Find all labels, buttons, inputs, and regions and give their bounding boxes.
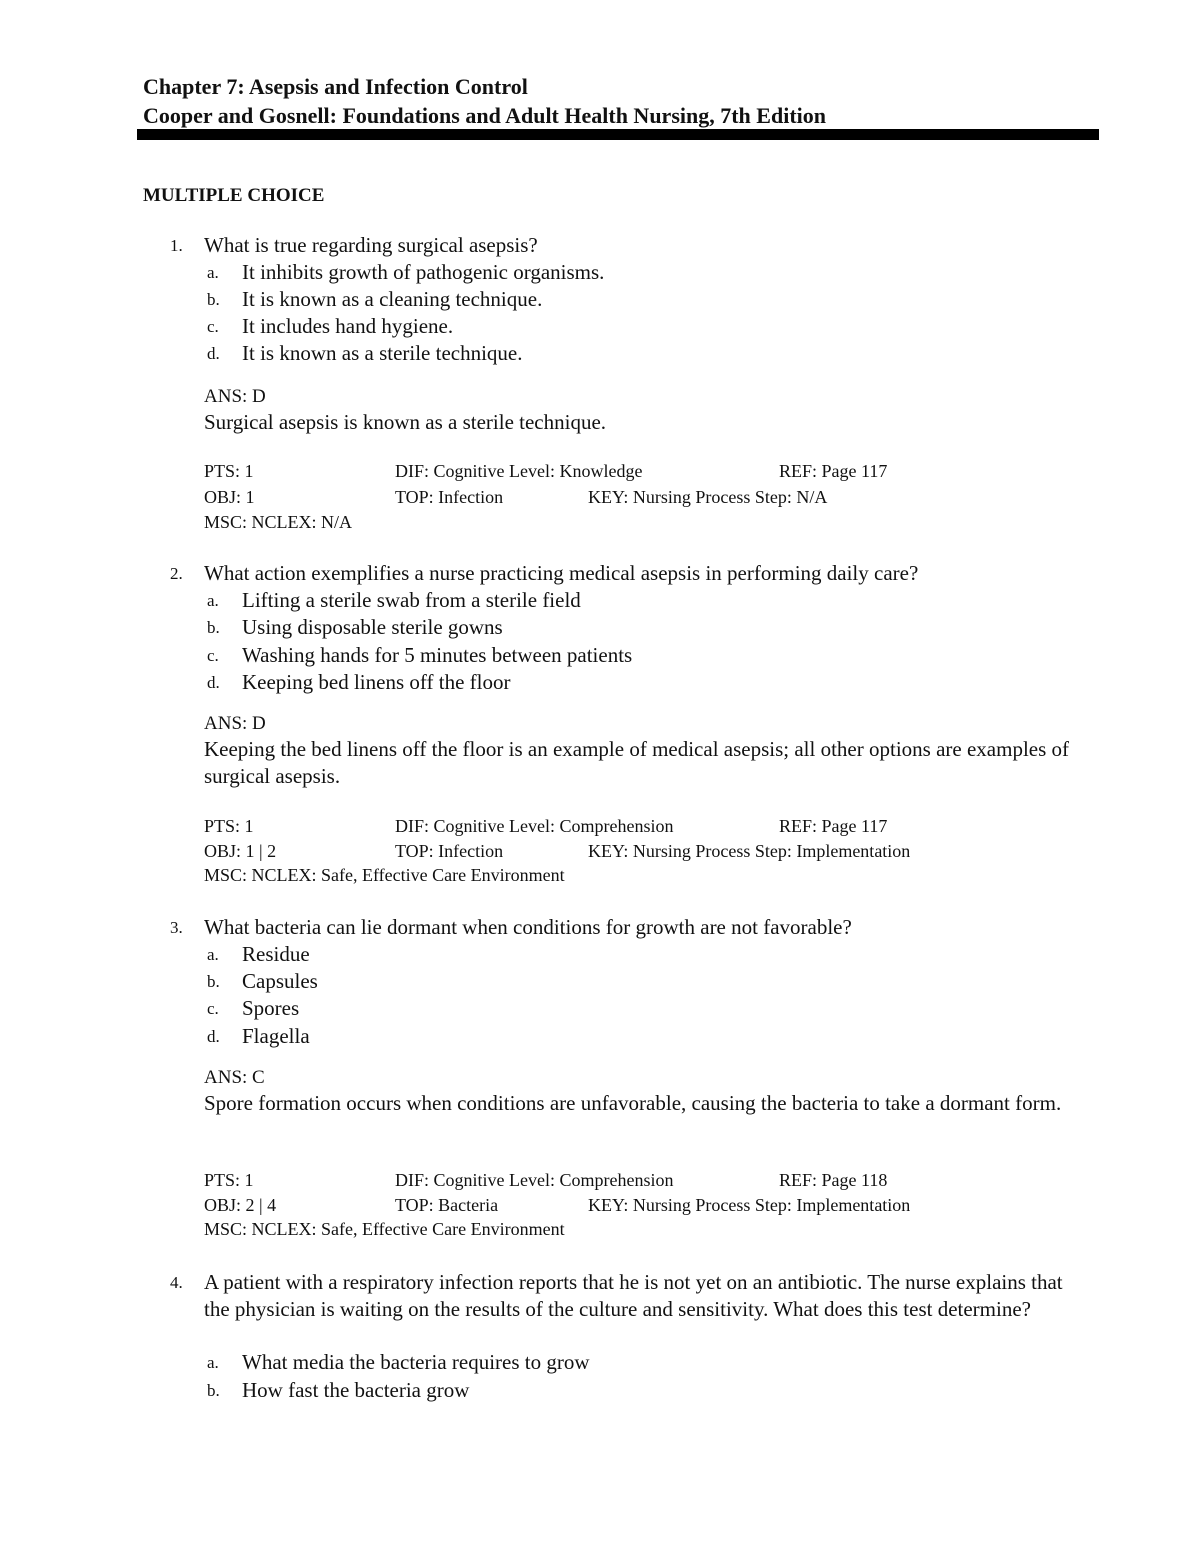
- meta-key: KEY: Nursing Process Step: N/A: [588, 487, 828, 507]
- book-title: Cooper and Gosnell: Foundations and Adult Health Nursing, 7th Edition: [143, 103, 826, 128]
- answer: ANS: C: [204, 1067, 265, 1088]
- meta-ref: REF: Page 117: [779, 461, 888, 481]
- meta-key: KEY: Nursing Process Step: Implementation: [588, 841, 911, 861]
- option-letter: b.: [207, 618, 220, 637]
- option-text: It is known as a sterile technique.: [242, 341, 523, 365]
- meta-ref: REF: Page 118: [779, 1170, 888, 1190]
- meta-msc: MSC: NCLEX: N/A: [204, 512, 353, 532]
- option-text: How fast the bacteria grow: [242, 1378, 470, 1402]
- option-text: It includes hand hygiene.: [242, 314, 454, 338]
- question-text: What bacteria can lie dormant when conditions for growth are not favorable?: [204, 915, 852, 939]
- option-text: It is known as a cleaning technique.: [242, 287, 543, 311]
- meta-obj: OBJ: 1: [204, 487, 255, 507]
- option-letter: a.: [207, 263, 219, 282]
- rationale: Spore formation occurs when conditions are unfavorable, causing the bacteria to take a dormant form.: [204, 1091, 1062, 1115]
- meta-pts: PTS: 1: [204, 816, 254, 836]
- option-letter: b.: [207, 1381, 220, 1400]
- question-number: 1.: [170, 236, 183, 255]
- meta-dif: DIF: Cognitive Level: Knowledge: [395, 461, 643, 481]
- meta-msc: MSC: NCLEX: Safe, Effective Care Environment: [204, 1219, 565, 1239]
- question-text: A patient with a respiratory infection reports that he is not yet on an antibiotic. The nurse explains that the physician is waiting on the results of the culture and sensitivity. What does this test determine?: [204, 1270, 1063, 1321]
- option-text: Residue: [242, 942, 310, 966]
- section-heading: MULTIPLE CHOICE: [143, 185, 325, 206]
- option-letter: d.: [207, 344, 220, 363]
- option-letter: d.: [207, 1027, 220, 1046]
- answer: ANS: D: [204, 386, 266, 407]
- question-text: What action exemplifies a nurse practicing medical asepsis in performing daily care?: [204, 561, 919, 585]
- option-text: It inhibits growth of pathogenic organisms.: [242, 260, 605, 284]
- meta-pts: PTS: 1: [204, 1170, 254, 1190]
- option-letter: b.: [207, 972, 220, 991]
- question-number: 3.: [170, 918, 183, 937]
- meta-dif: DIF: Cognitive Level: Comprehension: [395, 1170, 674, 1190]
- option-text: What media the bacteria requires to grow: [242, 1350, 590, 1374]
- rationale: Surgical asepsis is known as a sterile technique.: [204, 410, 607, 434]
- meta-top: TOP: Infection: [395, 487, 504, 507]
- rationale: Keeping the bed linens off the floor is an example of medical asepsis; all other options are examples of surgical asepsis.: [204, 737, 1070, 788]
- option-letter: a.: [207, 945, 219, 964]
- option-letter: c.: [207, 646, 219, 665]
- option-text: Using disposable sterile gowns: [242, 615, 503, 639]
- option-text: Capsules: [242, 969, 318, 993]
- option-text: Keeping bed linens off the floor: [242, 670, 511, 694]
- option-text: Spores: [242, 996, 300, 1020]
- option-text: Flagella: [242, 1024, 310, 1048]
- question-text: What is true regarding surgical asepsis?: [204, 233, 538, 257]
- option-letter: a.: [207, 1353, 219, 1372]
- meta-msc: MSC: NCLEX: Safe, Effective Care Environment: [204, 865, 565, 885]
- option-letter: c.: [207, 317, 219, 336]
- meta-ref: REF: Page 117: [779, 816, 888, 836]
- option-letter: a.: [207, 591, 219, 610]
- meta-obj: OBJ: 2 | 4: [204, 1195, 277, 1215]
- question-number: 4.: [170, 1273, 183, 1292]
- meta-key: KEY: Nursing Process Step: Implementation: [588, 1195, 911, 1215]
- option-text: Washing hands for 5 minutes between patients: [242, 643, 633, 667]
- meta-obj: OBJ: 1 | 2: [204, 841, 277, 861]
- answer: ANS: D: [204, 713, 266, 734]
- option-text: Lifting a sterile swab from a sterile field: [242, 588, 581, 612]
- option-letter: c.: [207, 999, 219, 1018]
- option-letter: b.: [207, 290, 220, 309]
- question-number: 2.: [170, 564, 183, 583]
- option-letter: d.: [207, 673, 220, 692]
- meta-dif: DIF: Cognitive Level: Comprehension: [395, 816, 674, 836]
- chapter-title: Chapter 7: Asepsis and Infection Control: [143, 74, 528, 99]
- meta-pts: PTS: 1: [204, 461, 254, 481]
- meta-top: TOP: Bacteria: [395, 1195, 499, 1215]
- header-divider: [137, 129, 1099, 140]
- meta-top: TOP: Infection: [395, 841, 504, 861]
